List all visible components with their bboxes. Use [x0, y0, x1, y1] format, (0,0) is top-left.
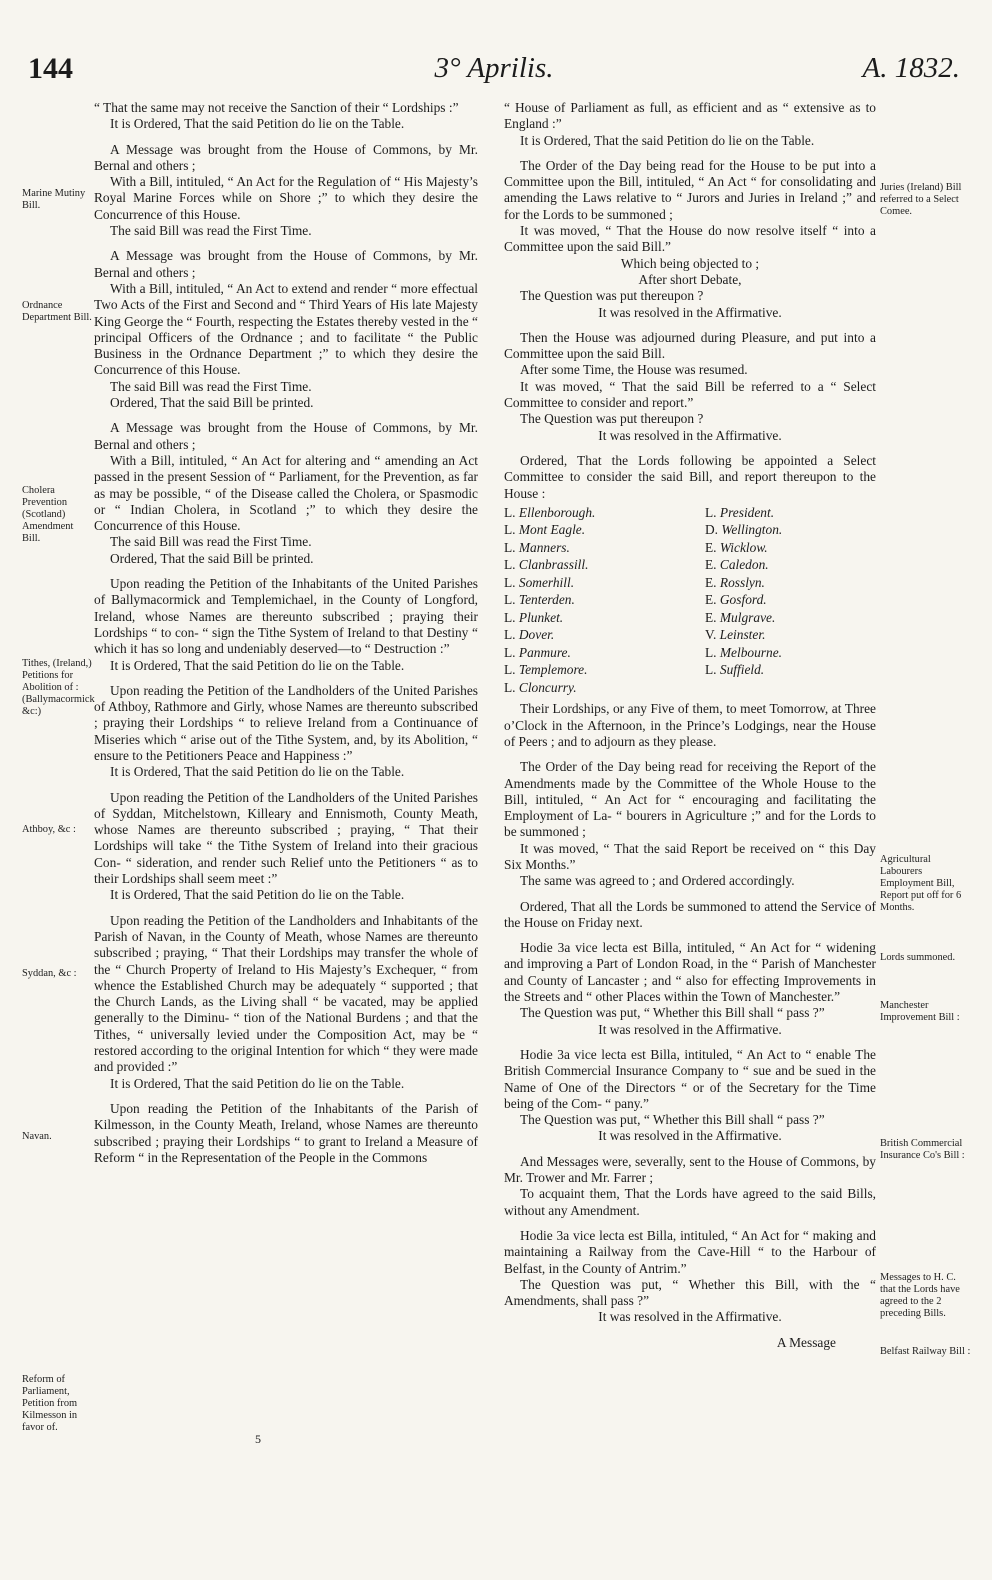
entry-paragraph: A Message was brought from the House of Commons, by Mr. Bernal and others ; — [94, 420, 478, 452]
entry-paragraph: Ordered, That all the Lords be summoned to attend the Service of the House on Friday next. — [504, 898, 876, 930]
entry-paragraph: Ordered, That the said Bill be printed. — [110, 550, 314, 566]
right-column-top — [504, 100, 876, 502]
committee-lord — [705, 539, 876, 557]
committee-lord — [504, 644, 675, 662]
entry-paragraph: It is Ordered, That the said Petition do lie on the Table. — [110, 657, 405, 673]
committee-lord — [504, 609, 675, 627]
committee-lord — [504, 504, 675, 522]
margin-note: Reform of Parliament, Petition from Kilmesson in favor of. — [22, 1374, 78, 1433]
lord-name: Mulgrave. — [719, 609, 776, 625]
margin-note: Marine Mutiny Bill. — [22, 188, 86, 211]
margin-note: Tithes, (Ireland,) Petitions for Abolition of : (Ballymacormick &c:) — [22, 658, 95, 717]
entry-paragraph: With a Bill, intituled, “ An Act for altering and “ amending an Act passed in the present Session of “ Parliament, for the Prevention, as far as may be possible, “ of the Disease called the Cholera, or Spasmodic or “ Indian Cholera, in Scotland ;” to which they desire the Concurrence of this House. — [94, 452, 478, 534]
entry-paragraph: Upon reading the Petition of the Inhabitants of the Parish of Kilmesson, in the County Meath, Ireland, whose Names are thereunto subscribed ; praying their Lordships “ to grant to Ireland a Measure of Reform “ in the Representation of the People in the Commons — [94, 1100, 478, 1165]
journal-entry — [504, 1154, 876, 1219]
lord-rank: E. — [705, 539, 717, 555]
committee-lord — [504, 521, 675, 539]
margin-note: Ordnance Department Bill. — [22, 300, 92, 323]
lord-rank: L. — [705, 504, 717, 520]
committee-lord — [504, 661, 675, 679]
lord-rank: E. — [705, 592, 717, 608]
lord-name: Mont Eagle. — [518, 522, 586, 538]
entry-paragraph: The said Bill was read the First Time. — [110, 223, 312, 239]
entry-paragraph: To acquaint them, That the Lords have agreed to the said Bills, without any Amendment. — [504, 1186, 876, 1218]
journal-entry — [504, 899, 876, 932]
committee-lord — [504, 591, 675, 609]
margin-note: Syddan, &c : — [22, 968, 77, 979]
entry-paragraph: “ House of Parliament as full, as efficient and as “ extensive as to England :” — [504, 100, 876, 132]
committee-lord — [705, 574, 876, 592]
entry-paragraph: The Question was put, “ Whether this Bill shall “ pass ?” — [520, 1112, 825, 1128]
journal-entry — [94, 683, 478, 781]
entry-paragraph: It was moved, “ That the said Bill be referred to a “ Select Committee to consider and report.” — [504, 378, 876, 411]
entry-paragraph: The same was agreed to ; and Ordered accordingly. — [520, 873, 795, 889]
committee-lord — [504, 626, 675, 644]
lord-rank: L. — [504, 539, 516, 555]
entry-paragraph: The Question was put, “ Whether this Bill, with the “ Amendments, shall pass ?” — [504, 1276, 876, 1309]
entry-paragraph: Upon reading the Petition of the Inhabitants of the United Parishes of Ballymacormick and Templemichael, in the County of Longford, Ireland, whose Names are thereunto subscribed ; praying their Lordships “ to con- “ sign the Tithe System of Ireland to that Destiny “ which it has so long and undeniably deserved—to “ Destruction :” — [94, 576, 478, 657]
journal-entry — [504, 940, 876, 1038]
header-year: A. 1832. — [862, 52, 960, 84]
lord-name: Templemore. — [518, 662, 588, 678]
margin-note: Messages to H. C. that the Lords have agreed to the 2 preceding Bills. — [880, 1272, 960, 1319]
entry-paragraph: Hodie 3a vice lecta est Billa, intituled, “ An Act to “ enable The British Commercial Insurance Company to “ sue and be sued in the Name of One of the Directors “ or of the Secretary for the Time being of the Com- “ pany.” — [504, 1046, 876, 1111]
entry-paragraph: A Message was brought from the House of Commons, by Mr. Bernal and others ; — [94, 141, 478, 173]
lord-rank: L. — [504, 627, 516, 643]
journal-entry — [504, 1047, 876, 1145]
lord-name: Leinster. — [719, 627, 766, 643]
margin-note: Juries (Ireland) Bill referred to a Select Comee. — [880, 182, 962, 217]
entry-paragraph: Hodie 3a vice lecta est Billa, intituled, “ An Act for “ making and maintaining a Railway from the Cave-Hill “ to the Harbour of Belfast, in the County of Antrim.” — [504, 1227, 876, 1276]
committee-lord — [705, 626, 876, 644]
committee-lord — [705, 504, 876, 522]
entry-paragraph: It was resolved in the Affirmative. — [598, 304, 782, 320]
margin-note: Agricultural Labourers Employment Bill, Report put off for 6 Months. — [880, 854, 962, 913]
margin-note: Manchester Improvement Bill : — [880, 1000, 960, 1023]
committee-lord — [705, 644, 876, 662]
lord-name: Cloncurry. — [518, 679, 577, 695]
entry-paragraph: It was resolved in the Affirmative. — [598, 1128, 782, 1144]
lord-rank: L. — [504, 522, 516, 538]
lord-name: Dover. — [518, 627, 555, 643]
entry-paragraph: It was moved, “ That the said Report be received on “ this Day Six Months.” — [504, 840, 876, 872]
page-header — [28, 52, 960, 92]
lord-name: Wicklow. — [719, 539, 768, 555]
lord-rank: L. — [504, 557, 516, 573]
committee-lord — [504, 556, 675, 574]
entry-paragraph: “ That the same may not receive the Sanction of their “ Lordships :” — [94, 100, 459, 115]
entry-paragraph: The Order of the Day being read for the House to be put into a Committee upon the Bill, intituled, “ An Act “ for consolidating and amending the Laws relative to “ Jurors and Juries in Ireland ;” and for the Lords to be summoned ; — [504, 157, 876, 222]
margin-note: Lords summoned. — [880, 952, 956, 963]
left-column — [94, 100, 478, 1175]
journal-entry — [94, 790, 478, 904]
lord-rank: L. — [504, 504, 516, 520]
lord-name: Somerhill. — [518, 574, 575, 590]
entry-paragraph: With a Bill, intituled, “ An Act for the Regulation of “ His Majesty’s Royal Marine Forces while on Shore ;” to which they desire the Concurrence of this House. — [94, 174, 478, 222]
entry-paragraph: It was moved, “ That the House do now resolve itself “ into a Committee upon the said Bill.” — [504, 223, 876, 255]
entry-paragraph: The Question was put, “ Whether this Bill shall “ pass ?” — [520, 1005, 825, 1021]
lord-name: Suffield. — [719, 662, 765, 678]
margin-note: Navan. — [22, 1131, 52, 1142]
entry-paragraph: It was resolved in the Affirmative. — [598, 1021, 782, 1037]
margin-note: Belfast Railway Bill : — [880, 1346, 971, 1357]
lord-name: Ellenborough. — [518, 504, 596, 520]
journal-entry — [504, 158, 876, 321]
journal-entry — [504, 453, 876, 502]
entry-paragraph: It is Ordered, That the said Petition do lie on the Table. — [110, 1075, 405, 1091]
lord-rank: L. — [504, 609, 516, 625]
entry-paragraph: It is Ordered, That the said Petition do lie on the Table. — [520, 132, 815, 148]
committee-lord — [705, 661, 876, 679]
lord-name: Rosslyn. — [719, 574, 765, 590]
lords-list-left — [504, 504, 675, 697]
lord-rank: V. — [705, 627, 717, 643]
lord-rank: L. — [504, 644, 516, 660]
right-column-bottom — [504, 701, 876, 1325]
journal-entry — [504, 1228, 876, 1326]
journal-entry — [94, 576, 478, 674]
entry-paragraph: The Question was put thereupon ? — [520, 288, 704, 304]
journal-entry — [504, 759, 876, 889]
entry-paragraph: A Message was brought from the House of Commons, by Mr. Bernal and others ; — [94, 248, 478, 280]
entry-paragraph: The said Bill was read the First Time. — [110, 378, 312, 394]
entry-paragraph: It is Ordered, That the said Petition do lie on the Table. — [110, 116, 405, 132]
right-column — [504, 100, 876, 1351]
entry-paragraph: With a Bill, intituled, “ An Act to extend and render “ more effectual Two Acts of the First and Second and “ Third Years of His late Majesty King George the “ Fourth, respecting the Estates thereby vested in the “ principal Officers of the Ordnance ; and to facilitate “ the Public Business in the Ordnance Department ;” to which they desire the Concurrence of this House. — [94, 280, 478, 378]
journal-entry — [94, 1101, 478, 1166]
lord-rank: L. — [705, 662, 717, 678]
committee-lord — [504, 574, 675, 592]
entry-paragraph: Upon reading the Petition of the Landholders of the United Parishes of Syddan, Mitchelstown, Killeary and Ennismoth, County Meath, whose Names are thereunto subscribed ; praying, “ That their Lordships will take “ the Tithe System of Ireland into their gracious Con- “ sideration, and render such Relief unto the Petitioners “ as to their Lordships shall seem meet :” — [94, 789, 478, 887]
journal-entry — [94, 142, 478, 240]
lord-name: Gosford. — [719, 592, 767, 608]
entry-paragraph: Ordered, That the said Bill be printed. — [110, 395, 314, 411]
lord-rank: E. — [705, 557, 717, 573]
entry-paragraph: Which being objected to ; — [620, 255, 760, 271]
committee-lord — [504, 679, 675, 697]
entry-paragraph: After some Time, the House was resumed. — [520, 362, 748, 378]
committee-lord — [705, 591, 876, 609]
entry-paragraph: The Order of the Day being read for receiving the Report of the Amendments made by the Committee of the Whole House to the Bill, intituled, “ An Act for “ encouraging and facilitating the Employment of La- “ bourers in Agriculture ;” and for the Lords to be summoned ; — [504, 759, 876, 840]
entry-paragraph: Upon reading the Petition of the Landholders of the United Parishes of Athboy, Rathmore and Girly, whose Names are thereunto subscribed ; praying their Lordships “ to relieve Ireland from a Continuance of Miseries which “ arise out of the Tithe System, and, by its Abolition, “ ensure to the Petitioners Peace and Happiness :” — [94, 682, 478, 763]
journal-entry — [94, 248, 478, 411]
lord-rank: L. — [504, 662, 516, 678]
entry-paragraph: Ordered, That the Lords following be appointed a Select Committee to consider the said Bill, and report thereupon to the House : — [504, 452, 876, 501]
lord-name: Wellington. — [721, 522, 783, 538]
journal-entry — [94, 100, 478, 133]
lord-rank: E. — [705, 609, 717, 625]
lord-rank: L. — [504, 574, 516, 590]
entry-paragraph: It is Ordered, That the said Petition do lie on the Table. — [110, 887, 405, 903]
entry-paragraph: After short Debate, — [638, 271, 742, 287]
margin-note: Athboy, &c : — [22, 824, 76, 835]
lord-name: Plunket. — [518, 609, 564, 625]
lord-rank: L. — [504, 592, 516, 608]
lord-name: President. — [719, 504, 775, 520]
committee-lord — [705, 521, 876, 539]
journal-entry — [94, 420, 478, 567]
entry-paragraph: Upon reading the Petition of the Landholders and Inhabitants of the Parish of Navan, in the County of Meath, whose Names are thereunto subscribed ; praying, “ That their Lordships may transfer the whole of the “ Church Property of Ireland to His Majesty’s Exchequer, “ from whence the Established Church may be adequately “ supported ; that the Church Lands, as the Living shall “ be vacated, may be applied generally to the Diminu- “ tion of the National Burdens ; and that the Tithes, “ universally levied under the Composition Act, may be “ restored according to the original Intention for which “ they were made and provided :” — [94, 912, 478, 1075]
entry-paragraph: It was resolved in the Affirmative. — [598, 427, 782, 443]
journal-entry — [504, 100, 876, 149]
catchword: A Message — [776, 1334, 836, 1350]
header-date: 3° Aprilis. — [434, 52, 554, 84]
committee-lord — [504, 539, 675, 557]
journal-entry — [94, 913, 478, 1092]
entry-paragraph: Their Lordships, or any Five of them, to meet Tomorrow, at Three o’Clock in the Afternoon, in the Prince’s Lodgings, near the House of Peers ; and to adjourn as they please. — [504, 701, 876, 749]
page-number: 144 — [28, 52, 73, 85]
lord-name: Clanbrassill. — [518, 557, 589, 573]
entry-paragraph: Hodie 3a vice lecta est Billa, intituled, “ An Act for “ widening and improving a Part of London Road, in the “ Parish of Manchester and County of Lancaster ; and “ also for effecting Improvements in the Streets and “ other Places within the Town of Manchester.” — [504, 940, 876, 1005]
entry-paragraph: And Messages were, severally, sent to the House of Commons, by Mr. Trower and Mr. Farrer ; — [504, 1153, 876, 1186]
journal-entry — [504, 701, 876, 750]
committee-lord — [705, 609, 876, 627]
journal-entry — [504, 330, 876, 444]
lord-name: Manners. — [518, 539, 570, 555]
entry-paragraph: Then the House was adjourned during Pleasure, and put into a Committee upon the said Bill. — [504, 329, 876, 362]
lord-rank: L. — [705, 644, 717, 660]
committee-lord — [705, 556, 876, 574]
entry-paragraph: It was resolved in the Affirmative. — [598, 1309, 782, 1325]
entry-paragraph: The Question was put thereupon ? — [520, 411, 704, 427]
lord-rank: E. — [705, 574, 717, 590]
lord-name: Melbourne. — [719, 644, 782, 660]
select-committee-lords — [504, 504, 876, 697]
entry-paragraph: It is Ordered, That the said Petition do lie on the Table. — [110, 764, 405, 780]
lord-name: Panmure. — [518, 644, 571, 660]
lord-name: Caledon. — [719, 557, 769, 573]
lords-list-right — [675, 504, 876, 697]
lord-rank: L. — [504, 679, 516, 695]
margin-note: British Commercial Insurance Co's Bill : — [880, 1138, 965, 1161]
lord-name: Tenterden. — [518, 592, 575, 608]
lord-rank: D. — [705, 522, 719, 538]
margin-note: Cholera Prevention (Scotland) Amendment Bill. — [22, 485, 74, 544]
signature-mark: 5 — [255, 1432, 261, 1446]
entry-paragraph: The said Bill was read the First Time. — [110, 534, 312, 550]
